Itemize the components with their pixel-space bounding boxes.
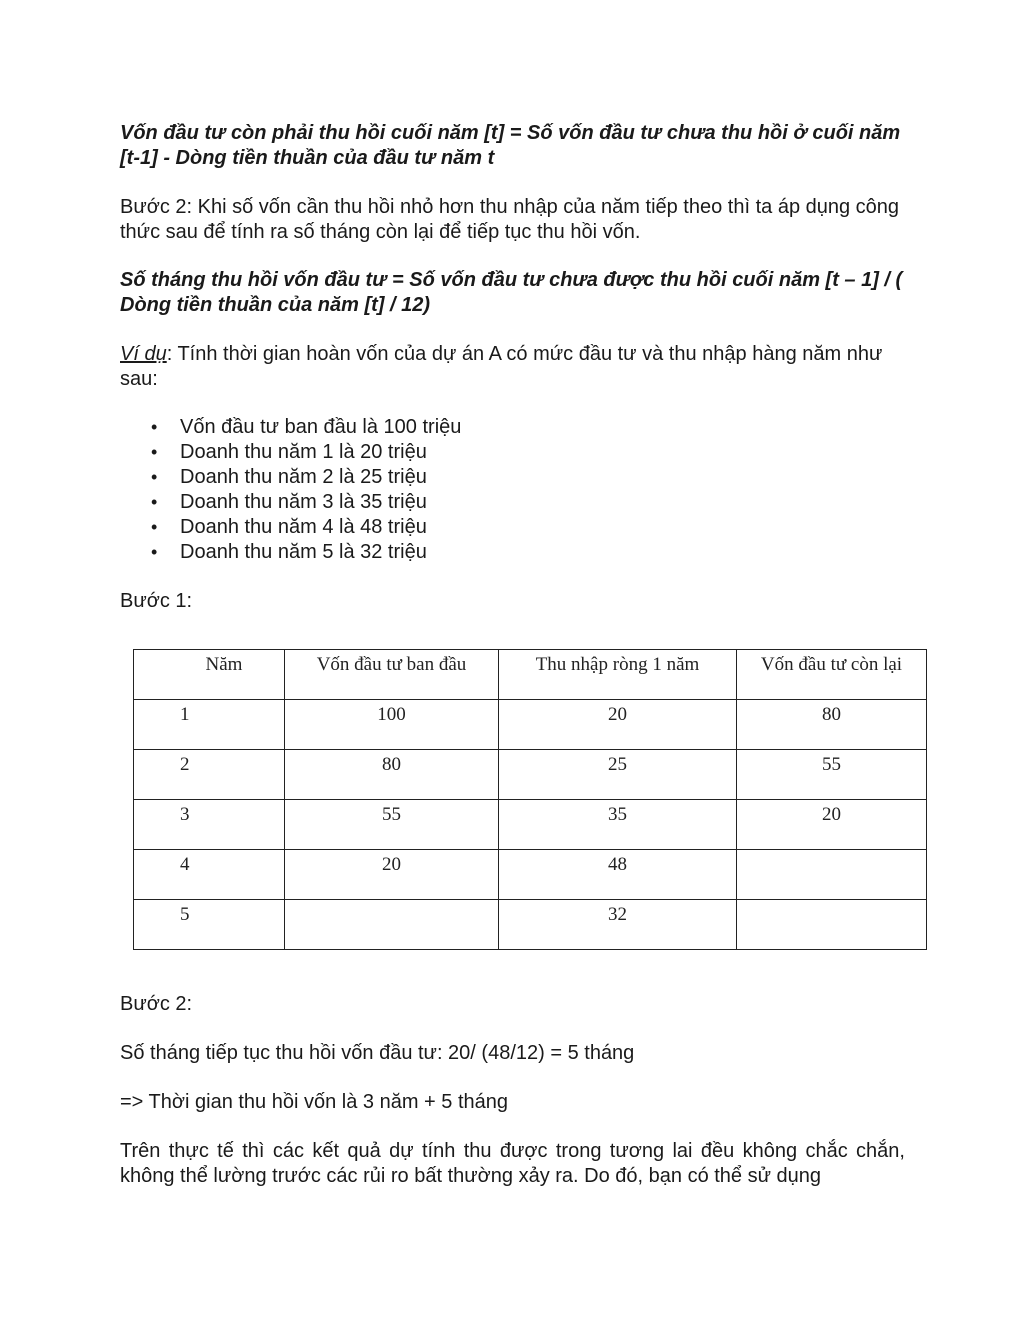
table-row — [134, 800, 927, 850]
list-item: • Doanh thu năm 5 là 32 triệu — [120, 540, 905, 565]
cell-initial-capital: 20 — [285, 850, 499, 900]
result-line: => Thời gian thu hồi vốn là 3 năm + 5 tháng — [120, 1091, 509, 1113]
cell-net-income: 48 — [499, 850, 737, 900]
header-initial-capital: Vốn đầu tư ban đầu — [285, 650, 499, 700]
table-row — [134, 750, 927, 800]
payback-table — [133, 649, 927, 950]
step2-label: Bước 2: — [120, 993, 193, 1015]
list-item: • Doanh thu năm 3 là 35 triệu — [120, 490, 905, 515]
cell-net-income: 25 — [499, 750, 737, 800]
cell-year: 3 — [134, 800, 285, 850]
cell-remaining-capital — [737, 850, 927, 900]
cell-year: 1 — [134, 700, 285, 750]
cell-initial-capital — [285, 900, 499, 950]
cell-year: 4 — [134, 850, 285, 900]
list-item: • Vốn đầu tư ban đầu là 100 triệu — [120, 415, 905, 440]
table-row — [134, 850, 927, 900]
cell-remaining-capital: 55 — [737, 750, 927, 800]
cell-initial-capital: 100 — [285, 700, 499, 750]
cell-year: 5 — [134, 900, 285, 950]
header-net-income: Thu nhập ròng 1 năm — [499, 650, 737, 700]
cell-net-income: 20 — [499, 700, 737, 750]
header-year: Năm — [134, 650, 285, 700]
list-item: • Doanh thu năm 2 là 25 triệu — [120, 465, 905, 490]
formula-current-capital: Vốn đầu tư còn phải thu hồi cuối năm [t] = Số vốn đầu tư chưa thu hồi ở cuối năm [t-1] - Dòng tiền thuần của đầu tư năm t — [120, 122, 901, 169]
cell-net-income: 32 — [499, 900, 737, 950]
table-row — [134, 700, 927, 750]
example-paragraph — [120, 342, 905, 392]
step2-intro-paragraph: Bước 2: Khi số vốn cần thu hồi nhỏ hơn thu nhập của năm tiếp theo thì ta áp dụng công thức sau để tính ra số tháng còn lại để tiếp tục thu hồi vốn. — [120, 196, 900, 243]
table-header-row — [134, 650, 927, 700]
cell-remaining-capital: 80 — [737, 700, 927, 750]
investment-list — [120, 415, 905, 565]
cell-net-income: 35 — [499, 800, 737, 850]
header-remaining-capital: Vốn đầu tư còn lại — [737, 650, 927, 700]
list-item: • Doanh thu năm 1 là 20 triệu — [120, 440, 905, 465]
cell-initial-capital: 55 — [285, 800, 499, 850]
months-calculation: Số tháng tiếp tục thu hồi vốn đầu tư: 20/ (48/12) = 5 tháng — [120, 1042, 635, 1064]
example-text: : Tính thời gian hoàn vốn của dự án A có mức đầu tư và thu nhập hàng năm như sau: — [120, 343, 883, 390]
cell-remaining-capital: 20 — [737, 800, 927, 850]
closing-paragraph: Trên thực tế thì các kết quả dự tính thu được trong tương lai đều không chắc chắn, không thể lường trước các rủi ro bất thường xảy ra. Do đó, bạn có thể sử dụng — [120, 1140, 905, 1187]
table-row — [134, 900, 927, 950]
formula-payback-months: Số tháng thu hồi vốn đầu tư = Số vốn đầu tư chưa được thu hồi cuối năm [t – 1] / ( Dòng tiền thuần của năm [t] / 12) — [120, 269, 903, 316]
cell-remaining-capital — [737, 900, 927, 950]
example-label: Ví dụ — [120, 343, 167, 365]
cell-year: 2 — [134, 750, 285, 800]
step1-label: Bước 1: — [120, 590, 193, 612]
list-item: • Doanh thu năm 4 là 48 triệu — [120, 515, 905, 540]
cell-initial-capital: 80 — [285, 750, 499, 800]
